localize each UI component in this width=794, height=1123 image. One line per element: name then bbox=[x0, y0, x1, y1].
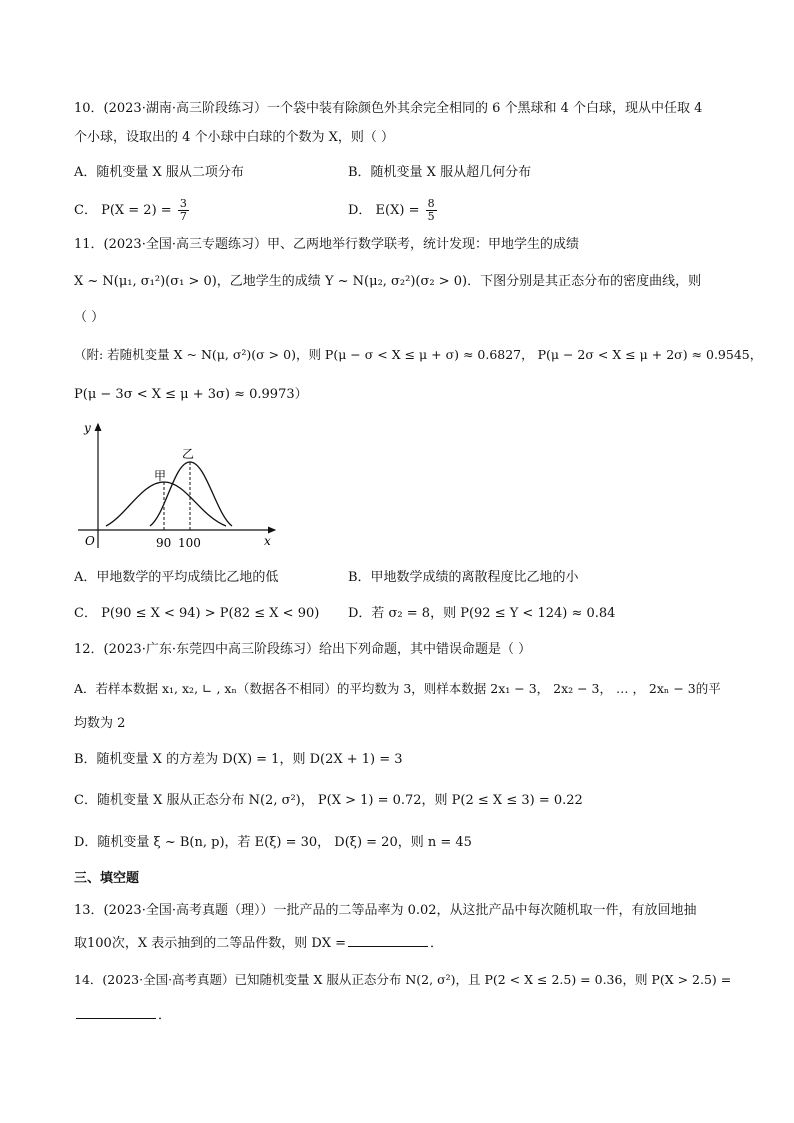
q12-option-a-line1: A．若样本数据 x₁, x₂, ∟ , xₙ（数据各不相同）的平均数为 3，则样本数据 2x₁ − 3， 2x₂ − 3， … ， 2xₙ − 3的平 bbox=[74, 681, 721, 696]
y-axis-label: y bbox=[84, 421, 91, 435]
q11-stem-line3: （ ） bbox=[74, 310, 105, 325]
q12-option-d: D．随机变量 ξ ~ B(n, p)，若 E(ξ) = 30， D(ξ) = 20，则 n = 45 bbox=[74, 835, 472, 850]
q13-stem-line2-end: ． bbox=[430, 936, 444, 951]
q10-option-c bbox=[74, 196, 191, 226]
q14-stem-line2-end: ． bbox=[158, 1008, 172, 1023]
q13-stem-line2-text: 取100次，X 表示抽到的二等品件数，则 DX = bbox=[74, 936, 347, 951]
q10-option-d-text: D． E(X) = bbox=[348, 203, 420, 218]
q11-option-c: C． P(90 ≤ X < 94) > P(82 ≤ X < 90) bbox=[74, 606, 320, 621]
q10-stem-line1: 10．(2023·湖南·高三阶段练习）一个袋中装有除颜色外其余完全相同的 6 个黑球和 4 个白球，现从中任取 4 bbox=[74, 101, 703, 116]
fraction-denominator: 5 bbox=[427, 210, 435, 223]
normal-density-figure bbox=[70, 418, 285, 553]
q12-stem: 12．(2023·广东·东莞四中高三阶段练习）给出下列命题，其中错误命题是（ ） bbox=[74, 642, 532, 657]
x-axis-label: x bbox=[264, 534, 271, 548]
q11-option-a: A．甲地数学的平均成绩比乙地的低 bbox=[74, 570, 279, 585]
q10-option-d-fraction bbox=[426, 198, 437, 223]
curve-jia bbox=[106, 482, 226, 526]
q10-option-c-text: C． P(X = 2) = bbox=[74, 203, 172, 218]
q10-option-b: B．随机变量 X 服从超几何分布 bbox=[348, 165, 532, 180]
q13-stem-line2 bbox=[74, 934, 443, 953]
q13-stem-line1: 13．(2023·全国·高考真题（理））一批产品的二等品率为 0.02，从这批产品中每次随机取一件，有放回地抽 bbox=[74, 903, 697, 918]
answer-blank[interactable] bbox=[348, 934, 428, 947]
x-tick-90: 90 bbox=[156, 536, 172, 550]
fraction-numerator: 3 bbox=[179, 197, 187, 210]
q10-stem-line2: 个小球，设取出的 4 个小球中白球的个数为 X，则（ ） bbox=[74, 130, 395, 145]
q10-option-d bbox=[348, 196, 439, 226]
fraction-numerator: 8 bbox=[427, 197, 435, 210]
q11-option-b: B．甲地数学成绩的离散程度比乙地的小 bbox=[348, 570, 579, 585]
q12-option-b: B．随机变量 X 的方差为 D(X) = 1，则 D(2X + 1) = 3 bbox=[74, 752, 403, 767]
q11-note-line2: P(μ − 3σ < X ≤ μ + 3σ) ≈ 0.9973） bbox=[74, 387, 308, 402]
q10-option-c-fraction bbox=[178, 198, 189, 223]
q14-stem-line2 bbox=[74, 1006, 171, 1025]
curve-yi-label: 乙 bbox=[182, 447, 195, 461]
q12-option-c: C．随机变量 X 服从正态分布 N(2, σ²)， P(X > 1) = 0.72，则 P(2 ≤ X ≤ 3) = 0.22 bbox=[74, 793, 583, 808]
q10-option-a: A．随机变量 X 服从二项分布 bbox=[74, 165, 244, 180]
q11-stem-line2: X ~ N(μ₁, σ₁²)(σ₁ > 0)，乙地学生的成绩 Y ~ N(μ₂, σ₂²)(σ₂ > 0)．下图分别是其正态分布的密度曲线，则 bbox=[74, 274, 702, 289]
answer-blank[interactable] bbox=[76, 1006, 156, 1019]
section-title-fill-in: 三、填空题 bbox=[74, 871, 140, 886]
q14-stem-line1: 14．(2023·全国·高考真题）已知随机变量 X 服从正态分布 N(2, σ²)，且 P(2 < X ≤ 2.5) = 0.36，则 P(X > 2.5) = bbox=[74, 972, 732, 987]
curve-jia-label: 甲 bbox=[154, 469, 167, 483]
q11-stem-line1: 11．(2023·全国·高三专题练习）甲、乙两地举行数学联考，统计发现：甲地学生的成绩 bbox=[74, 237, 579, 252]
origin-label: O bbox=[85, 534, 95, 548]
q12-option-a-line2: 均数为 2 bbox=[74, 716, 126, 731]
fraction-denominator: 7 bbox=[179, 210, 187, 223]
q11-note-line1: （附: 若随机变量 X ~ N(μ, σ²)(σ > 0)，则 P(μ − σ < X ≤ μ + σ) ≈ 0.6827， P(μ − 2σ < X ≤ μ + 2σ) ≈ 0.9545， bbox=[74, 347, 763, 362]
q11-option-d: D．若 σ₂ = 8，则 P(92 ≤ Y < 124) ≈ 0.84 bbox=[348, 606, 616, 621]
x-tick-100: 100 bbox=[178, 536, 201, 550]
